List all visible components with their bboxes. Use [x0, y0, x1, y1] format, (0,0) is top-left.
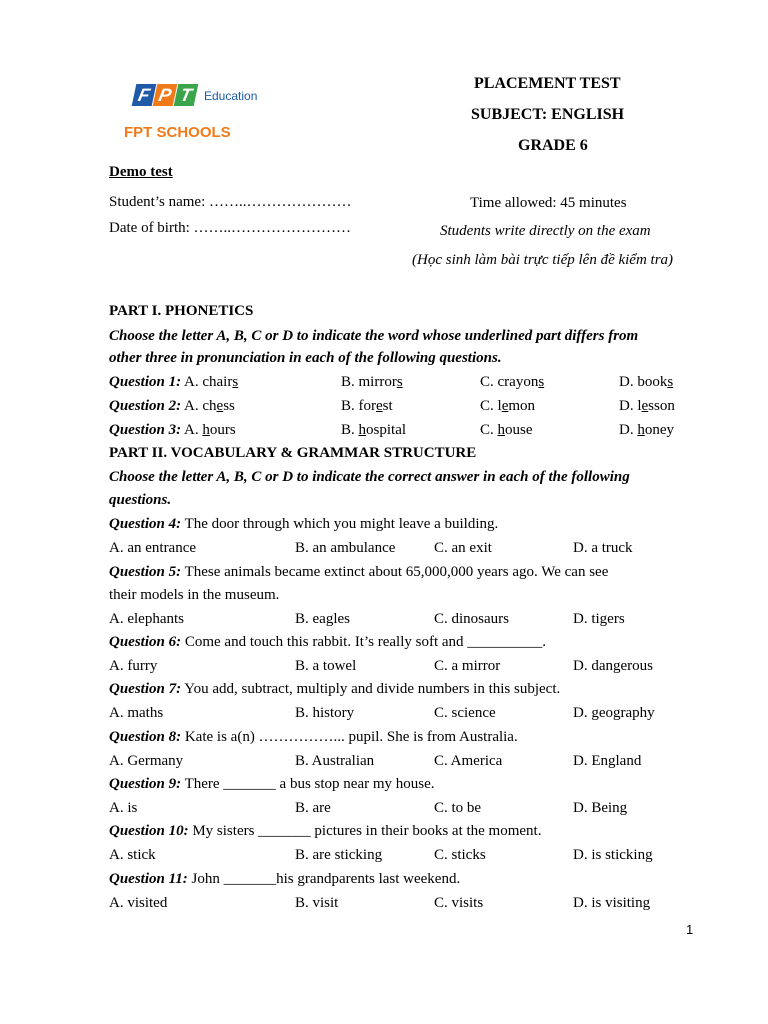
question-number: Question 10: — [109, 823, 189, 839]
question-label — [109, 374, 238, 391]
underlined-part: e — [376, 398, 383, 414]
option-text-rest: ss — [223, 398, 235, 414]
underlined-part: s — [396, 374, 403, 390]
option-text-rest: st — [382, 398, 393, 414]
answer-option: D. Being — [573, 800, 628, 816]
option-text: B. — [341, 422, 359, 438]
answer-option: D. is sticking — [573, 847, 653, 863]
option-text-rest: sson — [648, 398, 675, 414]
option-text: C. crayon — [480, 374, 539, 390]
question-number: Question 8: — [109, 729, 182, 745]
page-number: 1 — [686, 922, 694, 937]
question-stem — [109, 729, 518, 746]
answer-option: B. history — [295, 705, 355, 721]
underlined-part: s — [538, 374, 545, 390]
option-text: B. mirror — [341, 374, 397, 390]
option-text-rest: ouse — [505, 422, 533, 438]
answer-option: A. an entrance — [109, 540, 197, 556]
answer-option: B. an ambulance — [295, 540, 396, 556]
part2-title: PART II. VOCABULARY & GRAMMAR STRUCTURE — [109, 445, 477, 461]
answer-option: C. visits — [434, 895, 484, 911]
answer-option: D. tigers — [573, 611, 625, 627]
question-stem — [109, 871, 460, 888]
answer-option: B. are — [295, 800, 331, 816]
option-text: D. book — [619, 374, 668, 390]
answer-option — [341, 398, 393, 415]
option-text: D. l — [619, 398, 642, 414]
answer-option — [184, 374, 238, 390]
question-label — [109, 422, 236, 439]
answer-option — [480, 422, 533, 439]
logo-schools: FPT SCHOOLS — [124, 124, 231, 141]
answer-option: A. visited — [109, 895, 168, 911]
answer-option: D. a truck — [573, 540, 633, 556]
question-stem — [109, 776, 435, 793]
question-stem — [109, 823, 541, 840]
question-number: Question 1: — [109, 374, 182, 390]
answer-option: A. Germany — [109, 753, 184, 769]
answer-option: B. eagles — [295, 611, 350, 627]
answer-option: C. science — [434, 705, 496, 721]
answer-option: D. geography — [573, 705, 655, 721]
underlined-part: h — [358, 422, 367, 438]
underlined-part: e — [216, 398, 224, 414]
question-text-continued: their models in the museum. — [109, 587, 280, 603]
answer-option: B. are sticking — [295, 847, 383, 863]
question-number: Question 3: — [109, 422, 182, 438]
question-number: Question 4: — [109, 516, 182, 532]
option-text: A. — [184, 422, 203, 438]
underlined-part: e — [501, 398, 509, 414]
part1-instruction-line1: Choose the letter A, B, C or D to indicate the word whose underlined part differs from — [109, 328, 639, 344]
answer-option: D. dangerous — [573, 658, 653, 674]
option-text-rest: ospital — [366, 422, 407, 438]
student-name-field: Student’s name: ……..………………… — [109, 194, 352, 210]
underlined-part: h — [637, 422, 645, 438]
question-text: These animals became extinct about 65,000,000 years ago. We can see — [181, 564, 609, 580]
answer-option: A. maths — [109, 705, 164, 721]
question-text: Come and touch this rabbit. It’s really soft and __________. — [181, 634, 547, 650]
test-title: PLACEMENT TEST — [474, 75, 621, 92]
question-number: Question 11: — [109, 871, 188, 887]
option-text: C. — [480, 422, 498, 438]
underlined-part: h — [202, 422, 210, 438]
question-number: Question 6: — [109, 634, 182, 650]
time-allowed: Time allowed: 45 minutes — [470, 195, 627, 211]
answer-option: C. dinosaurs — [434, 611, 509, 627]
answer-option — [184, 422, 236, 438]
question-number: Question 9: — [109, 776, 182, 792]
answer-option: A. furry — [109, 658, 158, 674]
question-text: Kate is a(n) ……………... pupil. She is from Australia. — [181, 729, 518, 745]
option-text-rest: ours — [209, 422, 236, 438]
answer-option: A. stick — [109, 847, 156, 863]
underlined-part: s — [232, 374, 239, 390]
logo-letter-t: T — [174, 84, 199, 106]
demo-test-label: Demo test — [109, 164, 173, 180]
underlined-part: s — [667, 374, 674, 390]
question-text: My sisters _______ pictures in their books at the moment. — [188, 823, 542, 839]
underlined-part: e — [641, 398, 649, 414]
fpt-letters — [134, 84, 197, 106]
answer-option: B. Australian — [295, 753, 375, 769]
answer-option: B. visit — [295, 895, 339, 911]
answer-option — [184, 398, 235, 414]
logo-letter-p: P — [153, 84, 178, 106]
question-text: You add, subtract, multiply and divide numbers in this subject. — [181, 681, 561, 697]
question-stem — [109, 634, 546, 651]
instruction-vi: (Học sinh làm bài trực tiếp lên đề kiểm tra) — [412, 252, 674, 268]
logo-letter-f: F — [132, 84, 157, 106]
answer-option: C. America — [434, 753, 503, 769]
option-text: C. l — [480, 398, 502, 414]
option-text: D. — [619, 422, 638, 438]
answer-option: D. is visiting — [573, 895, 651, 911]
subject-title: SUBJECT: ENGLISH — [471, 106, 625, 123]
answer-option: D. England — [573, 753, 642, 769]
answer-option: C. a mirror — [434, 658, 501, 674]
logo-education: Education — [204, 89, 258, 103]
question-stem — [109, 564, 608, 581]
answer-option: C. to be — [434, 800, 482, 816]
answer-option — [341, 422, 406, 439]
answer-option — [480, 398, 535, 415]
question-text: The door through which you might leave a building. — [181, 516, 499, 532]
answer-option — [619, 422, 674, 439]
question-number: Question 2: — [109, 398, 182, 414]
answer-option: A. is — [109, 800, 138, 816]
option-text-rest: mon — [508, 398, 536, 414]
part2-instruction-line1: Choose the letter A, B, C or D to indicate the correct answer in each of the following — [109, 469, 630, 485]
answer-option: A. elephants — [109, 611, 184, 627]
option-text-rest: oney — [644, 422, 675, 438]
option-text: A. ch — [184, 398, 217, 414]
question-number: Question 7: — [109, 681, 182, 697]
underlined-part: h — [497, 422, 506, 438]
option-text: B. for — [341, 398, 376, 414]
question-stem — [109, 516, 498, 533]
question-text: There _______ a bus stop near my house. — [181, 776, 435, 792]
answer-option: C. sticks — [434, 847, 486, 863]
answer-option: B. a towel — [295, 658, 357, 674]
grade-title: GRADE 6 — [518, 137, 588, 154]
question-stem — [109, 681, 560, 698]
question-label — [109, 398, 235, 415]
answer-option: C. an exit — [434, 540, 492, 556]
option-text: A. chair — [184, 374, 233, 390]
question-text: John _______his grandparents last weekend. — [187, 871, 461, 887]
part2-instruction-line2: questions. — [109, 492, 172, 508]
instruction-en: Students write directly on the exam — [440, 223, 651, 239]
part1-title: PART I. PHONETICS — [109, 303, 254, 319]
fpt-logo — [124, 84, 258, 141]
answer-option — [619, 398, 675, 415]
part1-instruction-line2: other three in pronunciation in each of the following questions. — [109, 350, 502, 366]
question-number: Question 5: — [109, 564, 182, 580]
answer-option — [480, 374, 544, 391]
answer-option — [341, 374, 403, 391]
answer-option — [619, 374, 673, 391]
date-of-birth-field: Date of birth: ……..…………………… — [109, 220, 352, 236]
